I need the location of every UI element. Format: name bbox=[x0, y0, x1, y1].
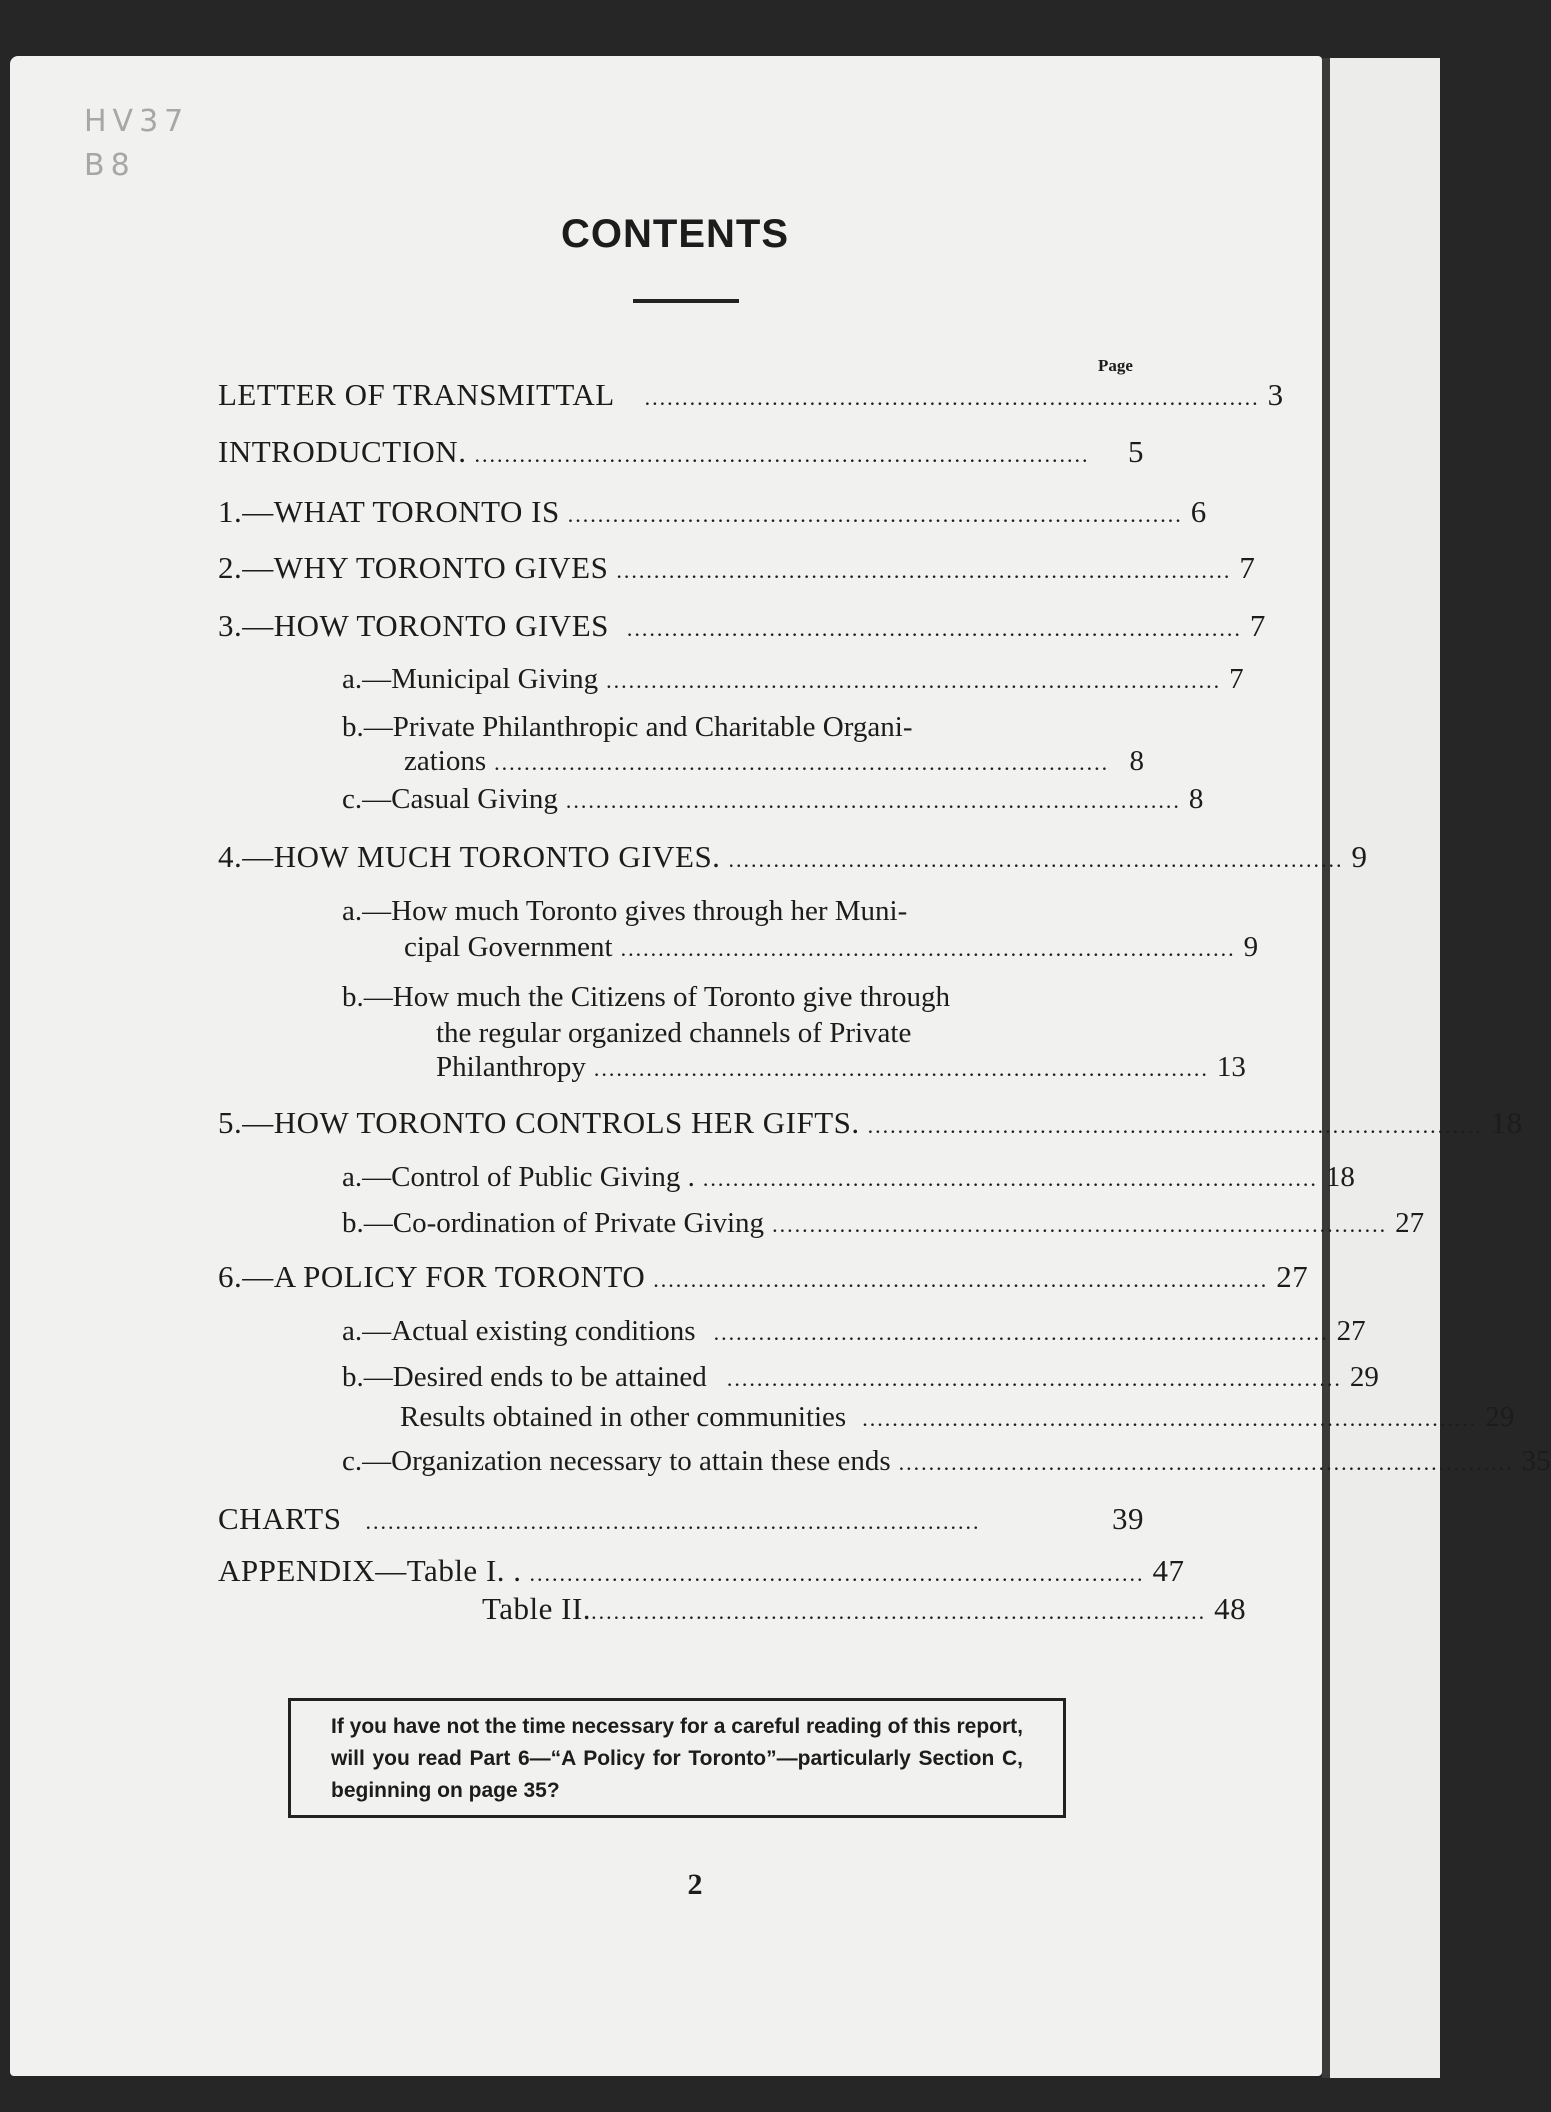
toc-entry-page: 7 bbox=[1249, 608, 1266, 643]
toc-entry-label: b.—Desired ends to be attained bbox=[342, 1361, 707, 1393]
toc-subentry bbox=[342, 1444, 1551, 1480]
toc-entry bbox=[218, 1105, 1523, 1143]
leader-dots: .................................................................................. bbox=[616, 558, 1232, 583]
toc-subentry-line: b.—Private Philanthropic and Charitable Organi- bbox=[342, 711, 913, 743]
toc-entry-page: 8 bbox=[1129, 745, 1144, 777]
toc-entry-label: LETTER OF TRANSMITTAL bbox=[218, 377, 615, 412]
leader-dots: .................................................................................. bbox=[702, 1166, 1318, 1191]
toc-entry-page: 35 bbox=[1521, 1445, 1551, 1477]
toc-entry bbox=[218, 435, 1144, 472]
toc-entry-label: c.—Casual Giving bbox=[342, 783, 558, 815]
toc-entry-label: Table II. bbox=[482, 1591, 592, 1626]
toc-entry-label: b.—Co-ordination of Private Giving bbox=[342, 1207, 765, 1239]
toc-entry-label: 5.—HOW TORONTO CONTROLS HER GIFTS. bbox=[218, 1105, 860, 1140]
toc-entry-label: APPENDIX—Table I. . bbox=[218, 1553, 522, 1588]
toc-subentry bbox=[342, 1160, 1355, 1196]
toc-entry-label: cipal Government bbox=[404, 931, 613, 963]
toc-entry-page: 27 bbox=[1276, 1259, 1309, 1294]
toc-subentry-line: the regular organized channels of Private bbox=[436, 1017, 912, 1049]
toc-subentry bbox=[342, 1314, 1366, 1350]
toc-entry-page: 5 bbox=[1128, 434, 1144, 469]
toc-entry-label: INTRODUCTION. bbox=[218, 434, 467, 469]
toc-entry-page: 29 bbox=[1349, 1361, 1379, 1393]
leader-dots: .................................................................................. bbox=[644, 385, 1260, 410]
toc-entry-label: Results obtained in other communities bbox=[400, 1401, 847, 1433]
leader-dots: .................................................................................. bbox=[620, 936, 1236, 961]
leader-dots: .................................................................................. bbox=[772, 1212, 1388, 1237]
toc-entry-page: 27 bbox=[1336, 1315, 1366, 1347]
toc-entry-label: 2.—WHY TORONTO GIVES bbox=[218, 550, 609, 585]
page-title: CONTENTS bbox=[561, 212, 789, 256]
toc-entry-page: 8 bbox=[1188, 783, 1204, 815]
toc-entry-page: 18 bbox=[1490, 1105, 1523, 1140]
leader-dots: .................................................................................. bbox=[867, 1113, 1483, 1138]
toc-entry-page: 27 bbox=[1395, 1207, 1425, 1239]
toc-entry bbox=[218, 377, 1284, 415]
toc-entry-label: a.—Municipal Giving bbox=[342, 663, 599, 695]
leader-dots: .................................................................................. bbox=[606, 668, 1222, 693]
reading-notice-box: If you have not the time necessary for a careful reading of this report, will you read Part 6—“A Policy for Toronto”—particularly Section C, beginning on page 35? bbox=[288, 1698, 1066, 1818]
toc-subentry bbox=[404, 744, 1144, 780]
leader-dots: .................................................................................. bbox=[567, 502, 1183, 527]
toc-entry-label: CHARTS bbox=[218, 1501, 342, 1536]
leader-dots: .................................................................................. bbox=[862, 1406, 1478, 1431]
leader-dots: .................................................................................. bbox=[626, 616, 1242, 641]
leader-dots: .................................................................................. bbox=[653, 1267, 1269, 1292]
toc-entry bbox=[218, 608, 1266, 646]
leader-dots: .................................................................................. bbox=[529, 1561, 1145, 1586]
toc-entry-page: 9 bbox=[1243, 931, 1259, 963]
leader-dots: .................................................................................. bbox=[565, 788, 1181, 813]
call-number-line-1: HV37 bbox=[84, 104, 190, 139]
toc-entry-page: 18 bbox=[1325, 1161, 1355, 1193]
toc-entry-page: 6 bbox=[1190, 494, 1207, 529]
toc-entry-page: 13 bbox=[1216, 1051, 1246, 1083]
toc-entry bbox=[218, 839, 1368, 877]
toc-entry-label: a.—Actual existing conditions bbox=[342, 1315, 696, 1347]
toc-entry-label: 4.—HOW MUCH TORONTO GIVES. bbox=[218, 839, 721, 874]
toc-subentry bbox=[342, 1360, 1379, 1396]
toc-subentry bbox=[342, 662, 1244, 698]
page-number: 2 bbox=[687, 1868, 703, 1901]
toc-entry-page: 47 bbox=[1152, 1553, 1185, 1588]
toc-subentry bbox=[342, 1206, 1425, 1242]
toc-subentry bbox=[404, 930, 1259, 966]
toc-entry-label: a.—Control of Public Giving . bbox=[342, 1161, 695, 1193]
leader-dots: .................................................................................. bbox=[494, 750, 1110, 775]
toc-subentry-line: a.—How much Toronto gives through her Muni- bbox=[342, 895, 908, 927]
toc-entry-label: c.—Organization necessary to attain these ends bbox=[342, 1445, 891, 1477]
toc-entry-label: 3.—HOW TORONTO GIVES bbox=[218, 608, 609, 643]
leader-dots: .................................................................................. bbox=[474, 442, 1090, 467]
toc-entry-label: zations bbox=[404, 745, 487, 777]
leader-dots: .................................................................................. bbox=[591, 1599, 1207, 1624]
toc-entry bbox=[218, 550, 1256, 588]
toc-entry-label: 6.—A POLICY FOR TORONTO bbox=[218, 1259, 646, 1294]
toc-subentry bbox=[436, 1050, 1246, 1086]
toc-entry-page: 9 bbox=[1351, 839, 1368, 874]
toc-subentry bbox=[342, 782, 1204, 818]
leader-dots: .................................................................................. bbox=[593, 1056, 1209, 1081]
leader-dots: .................................................................................. bbox=[728, 847, 1344, 872]
toc-subentry-line: b.—How much the Citizens of Toronto give through bbox=[342, 981, 950, 1013]
toc-entry-page: 48 bbox=[1214, 1591, 1247, 1626]
leader-dots: .................................................................................. bbox=[713, 1320, 1329, 1345]
toc-entry-label: 1.—WHAT TORONTO IS bbox=[218, 494, 560, 529]
leader-dots: .................................................................................. bbox=[898, 1450, 1514, 1475]
toc-entry-page: 7 bbox=[1239, 550, 1256, 585]
leader-dots: .................................................................................. bbox=[365, 1509, 981, 1534]
page-column-header: Page bbox=[1098, 356, 1133, 375]
toc-entry bbox=[218, 1502, 1144, 1539]
call-number-line-2: B8 bbox=[84, 148, 136, 183]
toc-entry-page: 39 bbox=[1112, 1501, 1144, 1536]
toc-entry-page: 29 bbox=[1485, 1401, 1515, 1433]
toc-entry bbox=[218, 494, 1207, 532]
toc-entry-page: 3 bbox=[1267, 377, 1284, 412]
toc-entry bbox=[218, 1553, 1185, 1591]
toc-entry bbox=[218, 1259, 1309, 1297]
leader-dots: .................................................................................. bbox=[726, 1366, 1342, 1391]
toc-entry-page: 7 bbox=[1229, 663, 1244, 695]
toc-entry bbox=[482, 1591, 1247, 1629]
toc-entry-label: Philanthropy bbox=[436, 1051, 586, 1083]
toc-subentry bbox=[400, 1400, 1515, 1436]
